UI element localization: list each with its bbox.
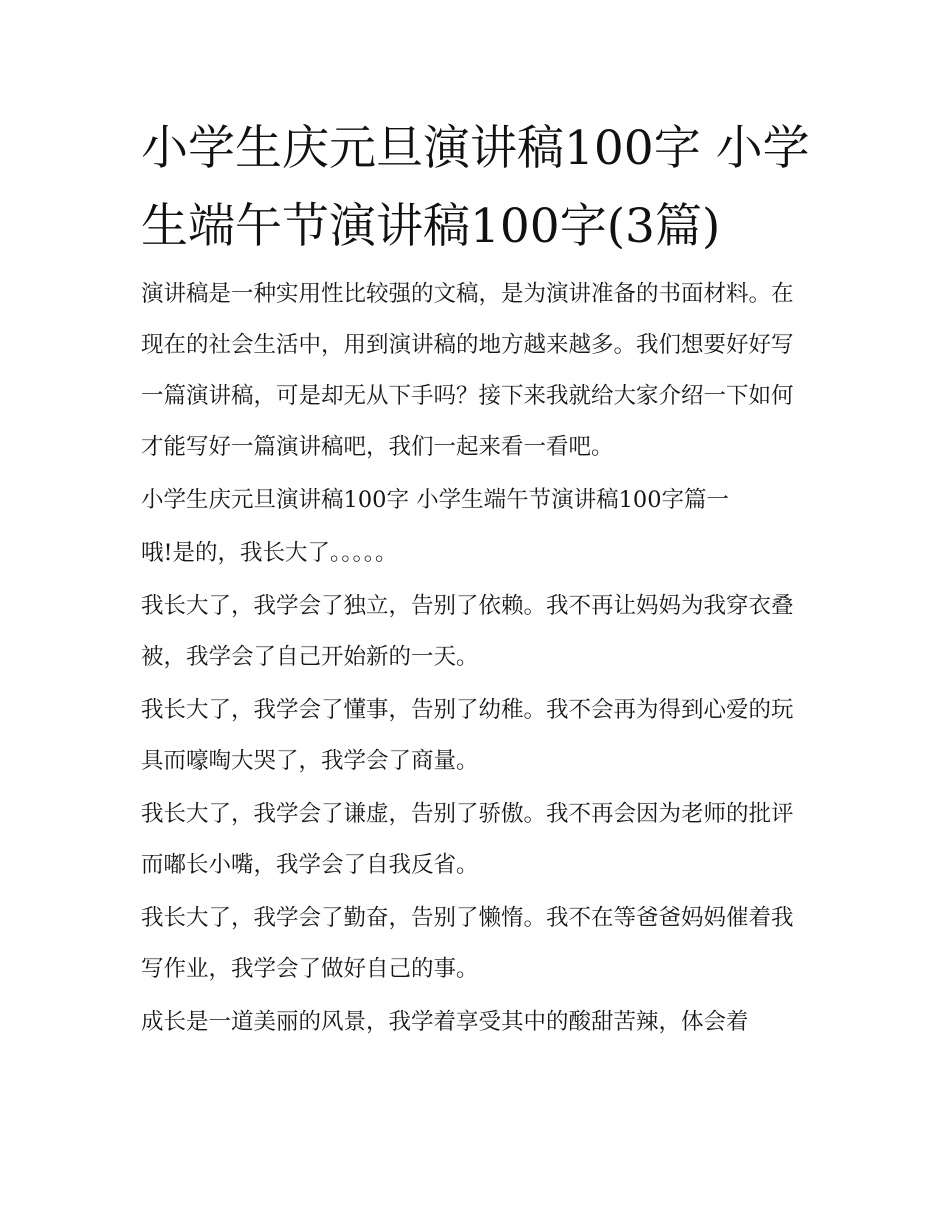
section-heading: 小学生庆元旦演讲稿100字 小学生端午节演讲稿100字篇一 <box>141 487 730 513</box>
body-paragraph: 我长大了，我学会了独立，告别了依赖。我不再让妈妈为我穿衣叠被，我学会了自己开始新的一天。 <box>141 593 794 670</box>
body-paragraph: 哦!是的，我长大了。。。。。 <box>141 540 398 566</box>
body-paragraph: 我长大了，我学会了谦虚，告别了骄傲。我不再会因为老师的批评而嘟长小嘴，我学会了自我反省。 <box>141 801 794 878</box>
document-body <box>141 269 813 1048</box>
intro-paragraph: 演讲稿是一种实用性比较强的文稿，是为演讲准备的书面材料。在现在的社会生活中，用到演讲稿的地方越来越多。我们想要好好写一篇演讲稿，可是却无从下手吗？接下来我就给大家介绍一下如何才能写好一篇演讲稿吧，我们一起来看一看吧。 <box>141 281 794 460</box>
document-title: 小学生庆元旦演讲稿100字 小学生端午节演讲稿100字(3篇) <box>141 121 810 254</box>
document-content <box>141 110 813 1050</box>
body-paragraph: 我长大了，我学会了懂事，告别了幼稚。我不会再为得到心爱的玩具而嚎啕大哭了，我学会了商量。 <box>141 697 794 774</box>
body-paragraph: 我长大了，我学会了勤奋，告别了懒惰。我不在等爸爸妈妈催着我写作业，我学会了做好自己的事。 <box>141 905 794 982</box>
body-paragraph: 成长是一道美丽的风景，我学着享受其中的酸甜苦辣，体会着 <box>141 1009 749 1035</box>
